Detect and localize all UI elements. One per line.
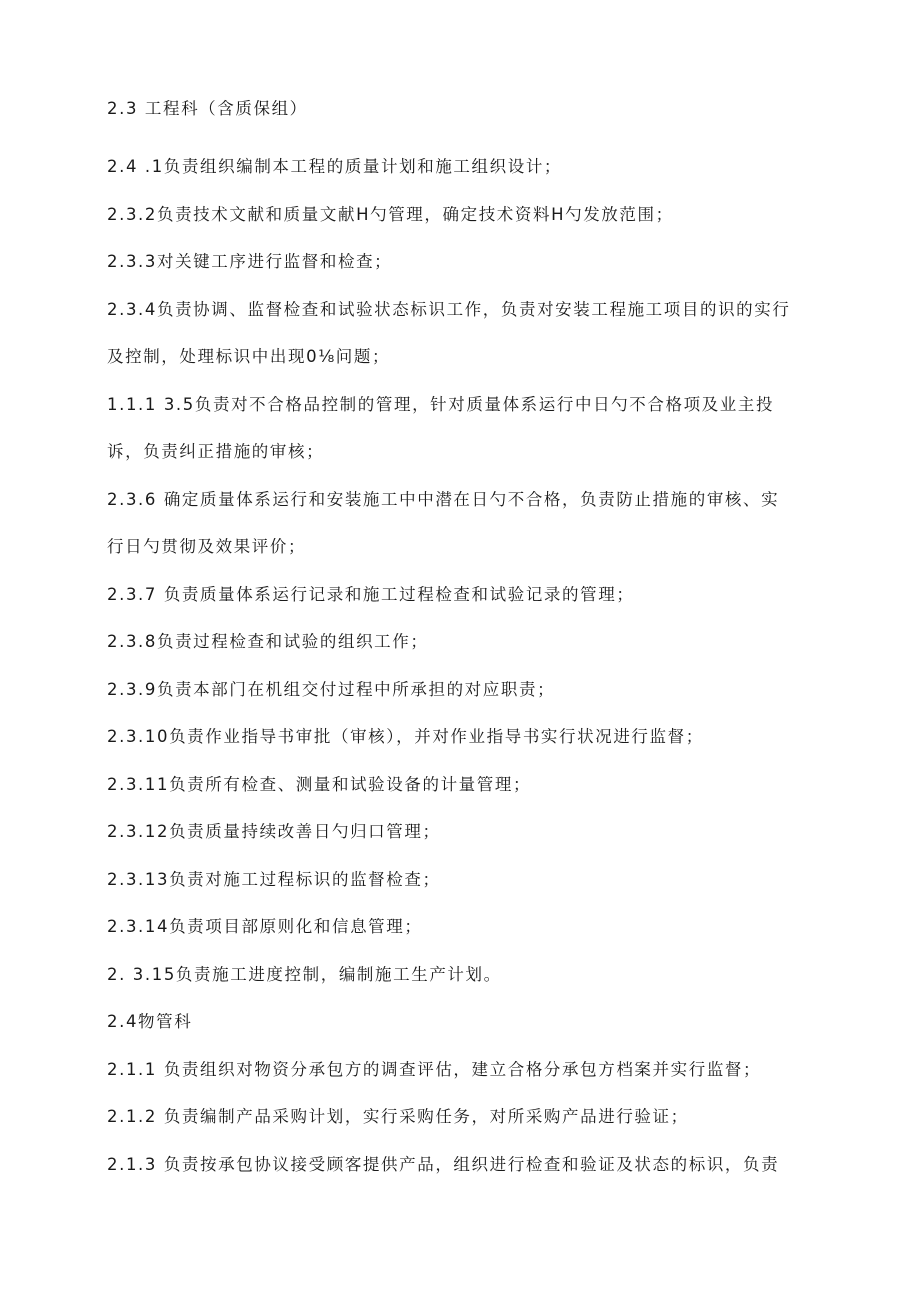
paragraph-line: 2.3.7 负责质量体系运行记录和施工过程检查和试验记录的管理； <box>107 584 635 604</box>
paragraph-line: 2.3.6 确定质量体系运行和安装施工中中潜在日勺不合格，负责防止措施的审核、实 <box>107 489 780 509</box>
paragraph-line: 2.3.12负责质量持续改善日勺归口管理； <box>107 822 441 841</box>
section-heading-materials: 2.4物管科 <box>107 1012 193 1031</box>
paragraph-line: 2.3.2负责技术文献和质量文献H勺管理，确定技术资料H勺发放范围； <box>107 204 674 224</box>
paragraph-line: 1.1.1 3.5负责对不合格品控制的管理，针对质量体系运行中日勺不合格项及业主投 <box>107 394 775 414</box>
paragraph-line: 2.3.4负责协调、监督检查和试验状态标识工作，负责对安装工程施工项目的识的实行 <box>107 299 791 319</box>
paragraph-line: 2.4 .1负责组织编制本工程的质量计划和施工组织设计； <box>107 157 563 176</box>
paragraph-line: 2.1.1 负责组织对物资分承包方的调查评估，建立合格分承包方档案并实行监督； <box>107 1059 762 1079</box>
paragraph-line: 2. 3.15负责施工进度控制，编制施工生产计划。 <box>107 964 502 984</box>
paragraph-line: 2.3.13负责对施工过程标识的监督检查； <box>107 869 441 889</box>
paragraph-line: 及控制，处理标识中出现0⅛问题； <box>107 347 391 366</box>
paragraph-line: 2.1.2 负责编制产品采购计划，实行采购任务，对所采购产品进行验证； <box>107 1107 689 1126</box>
document-body <box>107 96 817 1188</box>
paragraph-line: 2.3.14负责项目部原则化和信息管理； <box>107 917 423 936</box>
paragraph-line: 2.3.9负责本部门在机组交付过程中所承担的对应职责； <box>107 679 556 699</box>
paragraph-line: 2.3.8负责过程检查和试验的组织工作； <box>107 632 429 651</box>
paragraph-line: 2.3.3对关键工序进行监督和检查； <box>107 252 393 271</box>
section-heading-engineering: 2.3 工程科（含质保组） <box>107 99 308 118</box>
paragraph-line: 2.3.11负责所有检查、测量和试验设备的计量管理； <box>107 774 532 794</box>
paragraph-line: 2.1.3 负责按承包协议接受顾客提供产品，组织进行检查和验证及状态的标识，负责 <box>107 1154 780 1174</box>
paragraph-line: 2.3.10负责作业指导书审批（审核），并对作业指导书实行状况进行监督； <box>107 727 704 746</box>
paragraph-line: 诉，负责纠正措施的审核； <box>107 442 325 461</box>
paragraph-line: 行日勺贯彻及效果评价； <box>107 537 307 556</box>
